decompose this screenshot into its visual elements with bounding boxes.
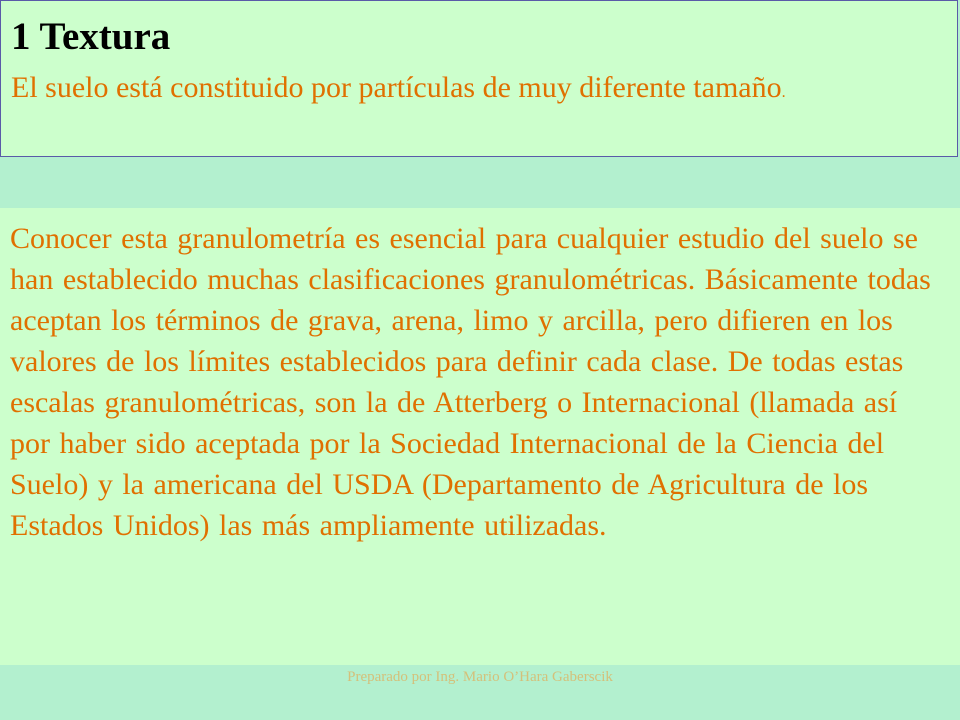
body-paragraph: Conocer esta granulometría es esencial para cualquier estudio del suelo se han establecido muchas clasificaciones granulométricas. Básicamente todas aceptan los términos de grava, arena, limo y arcilla, pero difieren en los valores de los límites establecidos para definir cada clase. De todas estas escalas granulométricas, son la de Atterberg o Internacional (llamada así por haber sido aceptada por la Sociedad Internacional de la Ciencia del Suelo) y la americana del USDA (Departamento de Agricultura de los Estados Unidos) las más ampliamente utilizadas. — [10, 222, 931, 542]
subtitle-period: . — [781, 84, 786, 101]
body-panel — [0, 208, 960, 665]
subtitle-text: El suelo está constituido por partículas de muy diferente tamaño — [11, 71, 782, 104]
slide-subtitle — [11, 67, 931, 114]
title-panel — [0, 0, 958, 157]
footer-credit: Preparado por Ing. Mario O’Hara Gaberscik — [347, 669, 613, 685]
slide-title: 1 Textura — [11, 15, 171, 58]
